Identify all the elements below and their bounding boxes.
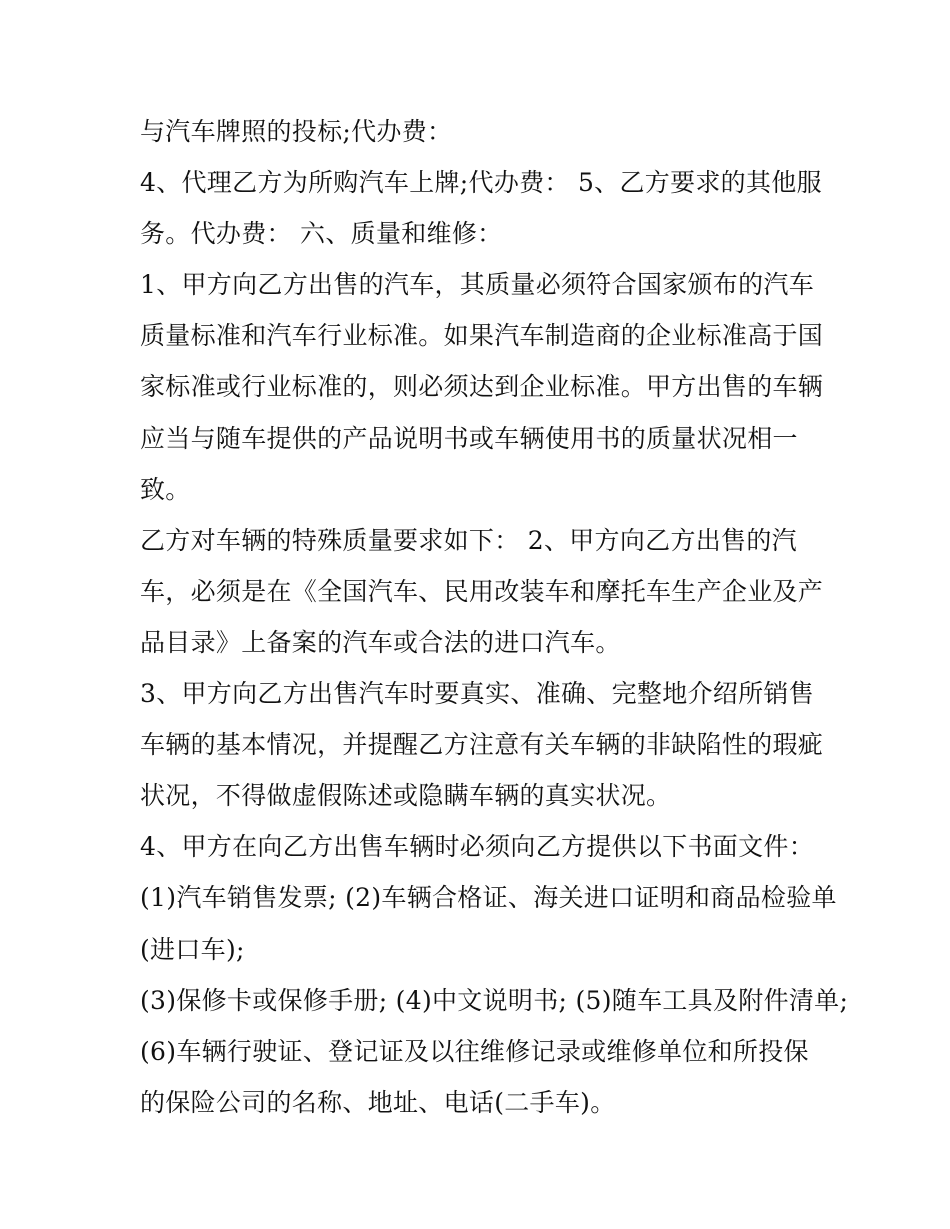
text-line-20: 的保险公司的名称、地址、电话(二手车)。 — [140, 1087, 616, 1117]
text-line-12: 3、甲方向乙方出售汽车时要真实、准确、完整地介绍所销售 — [140, 679, 815, 709]
text-line-18: (3)保修卡或保修手册; (4)中文说明书; (5)随车工具及附件清单; — [140, 985, 849, 1015]
document-body — [140, 106, 849, 1128]
text-line-10: 车，必须是在《全国汽车、民用改装车和摩托车生产企业及产 — [140, 576, 824, 606]
text-line-9: 乙方对车辆的特殊质量要求如下： 2、甲方向乙方出售的汽 — [140, 525, 797, 555]
text-line-14: 状况，不得做虚假陈述或隐瞒车辆的真实状况。 — [140, 781, 672, 811]
text-line-4: 1、甲方向乙方出售的汽车，其质量必须符合国家颁布的汽车 — [140, 270, 815, 300]
text-line-5: 质量标准和汽车行业标准。如果汽车制造商的企业标准高于国 — [140, 321, 824, 351]
text-line-1: 与汽车牌照的投标;代办费： — [140, 117, 453, 146]
text-line-19: (6)车辆行驶证、登记证及以往维修记录或维修单位和所投保 — [140, 1036, 809, 1066]
text-line-3: 务。代办费： 六、质量和维修： — [140, 219, 503, 249]
text-line-8: 致。 — [140, 474, 191, 504]
text-line-15: 4、甲方在向乙方出售车辆时必须向乙方提供以下书面文件： — [140, 832, 815, 862]
text-line-6: 家标准或行业标准的，则必须达到企业标准。甲方出售的车辆 — [140, 372, 824, 402]
text-line-13: 车辆的基本情况，并提醒乙方注意有关车辆的非缺陷性的瑕疵 — [140, 730, 824, 760]
text-line-11: 品目录》上备案的汽车或合法的进口汽车。 — [140, 627, 621, 657]
text-line-2: 4、代理乙方为所购汽车上牌;代办费： 5、乙方要求的其他服 — [140, 168, 822, 198]
text-line-16: (1)汽车销售发票; (2)车辆合格证、海关进口证明和商品检验单 — [140, 883, 837, 913]
text-line-7: 应当与随车提供的产品说明书或车辆使用书的质量状况相一 — [140, 423, 798, 453]
text-line-17: (进口车); — [140, 934, 245, 964]
